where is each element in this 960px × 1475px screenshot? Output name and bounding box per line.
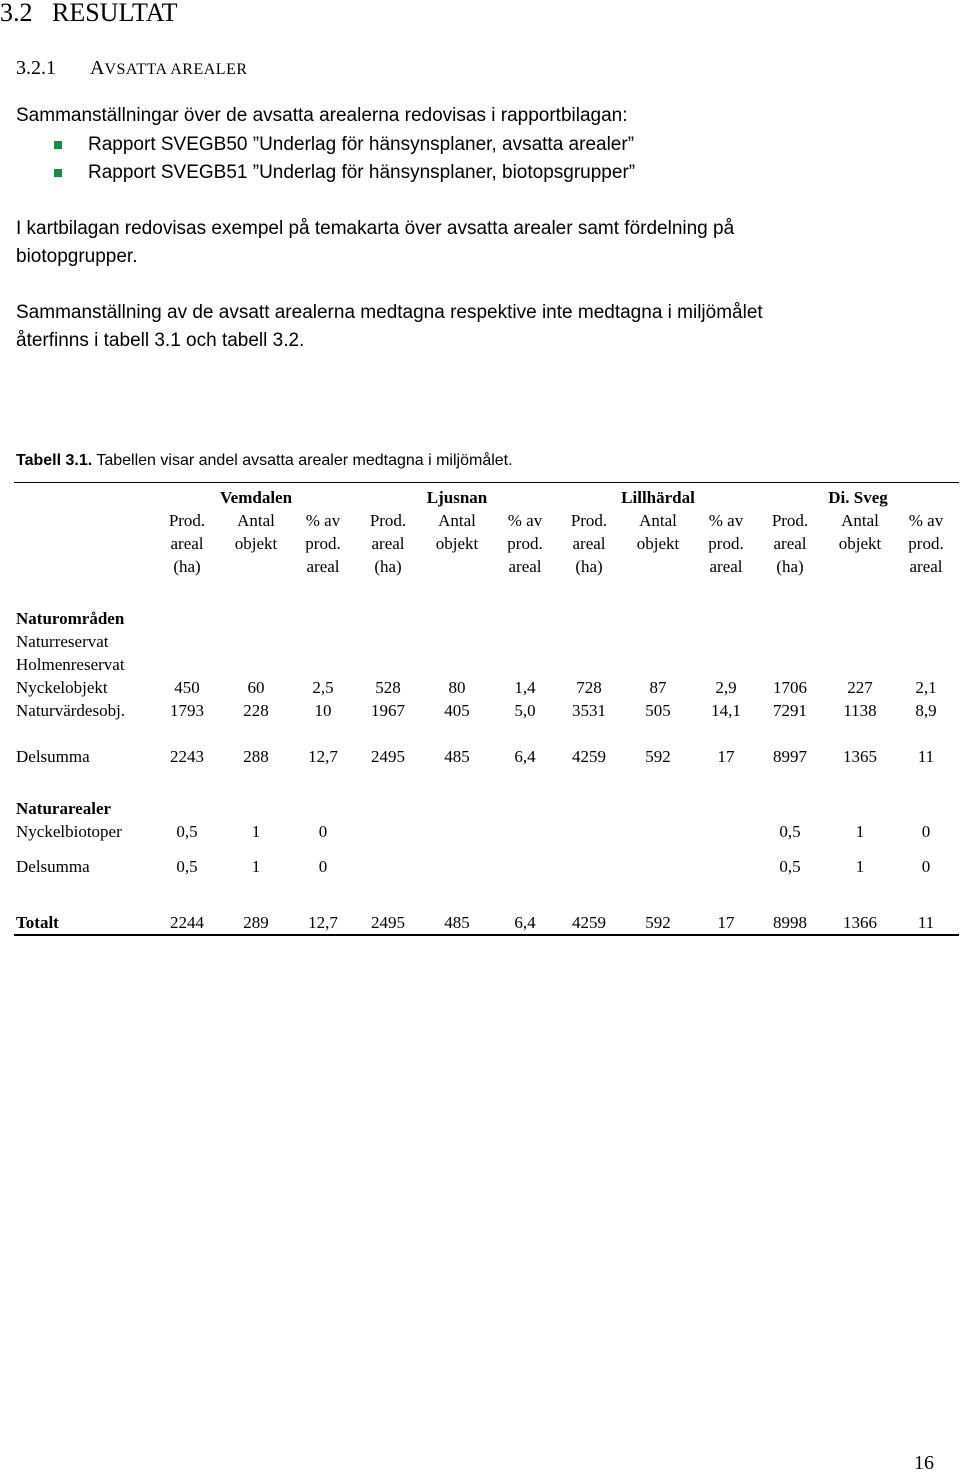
table-caption-text: Tabellen visar andel avsatta arealer medtagna i miljömålet. bbox=[92, 452, 513, 469]
table-cell: 728 bbox=[576, 678, 602, 697]
paragraph-2-line-2: biotopgrupper. bbox=[16, 246, 138, 267]
table-cell: 11 bbox=[917, 913, 935, 932]
table-cell: 1,4 bbox=[514, 678, 536, 697]
table-column-header: % av bbox=[507, 511, 543, 530]
table-column-header: Antal bbox=[237, 511, 275, 530]
table-row-label: Naturvärdesobj. bbox=[16, 701, 126, 720]
table-cell: 592 bbox=[645, 913, 671, 932]
table-cell: 2,1 bbox=[915, 678, 937, 697]
table-cell: 1 bbox=[855, 822, 865, 841]
table-column-header: Prod. bbox=[570, 511, 608, 530]
table-cell: 0,5 bbox=[779, 822, 801, 841]
section-title: RESULTAT bbox=[52, 0, 178, 27]
subsection-title-first: A bbox=[90, 57, 105, 79]
table-column-header: areal bbox=[306, 557, 340, 576]
table-cell: 0 bbox=[921, 822, 931, 841]
table-column-header: % av bbox=[708, 511, 744, 530]
table-column-header: prod. bbox=[507, 534, 543, 553]
table-top-rule bbox=[14, 482, 959, 483]
table-cell: 0 bbox=[318, 822, 328, 841]
table-caption-label: Tabell 3.1. bbox=[16, 452, 93, 469]
table-group-header: Vemdalen bbox=[219, 488, 293, 507]
paragraph-2-line-1: I kartbilagan redovisas exempel på temakarta över avsatta arealer samt fördelning på bbox=[16, 218, 735, 239]
table-cell: 2495 bbox=[371, 913, 405, 932]
table-column-header: Prod. bbox=[771, 511, 809, 530]
table-column-header: (ha) bbox=[173, 557, 201, 576]
table-cell: 8998 bbox=[773, 913, 807, 932]
table-cell: 0 bbox=[921, 857, 931, 876]
table-cell: 3531 bbox=[572, 701, 606, 720]
table-cell: 485 bbox=[444, 913, 470, 932]
table-column-header: areal bbox=[371, 534, 405, 553]
bullet-item-1: Rapport SVEGB50 ”Underlag för hänsynsplaner, avsatta arealer” bbox=[88, 134, 635, 155]
table-cell: 2244 bbox=[170, 913, 204, 932]
table-column-header: objekt bbox=[234, 534, 278, 553]
table-bottom-rule bbox=[14, 934, 959, 936]
table-cell: 1793 bbox=[170, 701, 204, 720]
table-column-header: areal bbox=[572, 534, 606, 553]
table-cell: 0,5 bbox=[779, 857, 801, 876]
table-row-label: Delsumma bbox=[16, 747, 90, 766]
table-cell: 0,5 bbox=[176, 822, 198, 841]
bullet-icon bbox=[54, 141, 62, 149]
table-column-header: prod. bbox=[908, 534, 944, 553]
table-section-label: Naturarealer bbox=[16, 799, 112, 818]
table-column-header: areal bbox=[773, 534, 807, 553]
table-cell: 1 bbox=[251, 857, 261, 876]
table-group-header: Ljusnan bbox=[426, 488, 488, 507]
table-cell: 528 bbox=[375, 678, 401, 697]
page-number: 16 bbox=[914, 1452, 934, 1474]
table-cell: 2495 bbox=[371, 747, 405, 766]
table-column-header: Prod. bbox=[168, 511, 206, 530]
paragraph-3-line-2: återfinns i tabell 3.1 och tabell 3.2. bbox=[16, 330, 305, 351]
table-cell: 1 bbox=[251, 822, 261, 841]
table-cell: 2,9 bbox=[715, 678, 737, 697]
table-cell: 6,4 bbox=[514, 747, 536, 766]
table-cell: 505 bbox=[645, 701, 671, 720]
subsection-heading bbox=[16, 57, 248, 81]
table-cell: 485 bbox=[444, 747, 470, 766]
table-column-header: Prod. bbox=[369, 511, 407, 530]
table-column-header: % av bbox=[305, 511, 341, 530]
table-column-header: Antal bbox=[639, 511, 677, 530]
table-caption bbox=[16, 451, 513, 471]
table-cell: 6,4 bbox=[514, 913, 536, 932]
table-row-label: Holmenreservat bbox=[16, 655, 125, 674]
subsection-title-rest: VSATTA AREALER bbox=[104, 61, 248, 78]
table-column-header: areal bbox=[909, 557, 943, 576]
table-cell: 1 bbox=[855, 857, 865, 876]
table-row-label: Nyckelobjekt bbox=[16, 678, 108, 697]
table-cell: 8,9 bbox=[915, 701, 937, 720]
table-column-header: (ha) bbox=[374, 557, 402, 576]
table-column-header: objekt bbox=[838, 534, 882, 553]
table-group-header: Lillhärdal bbox=[621, 488, 695, 507]
bullet-item-2: Rapport SVEGB51 ”Underlag för hänsynsplaner, biotopsgrupper” bbox=[88, 162, 636, 183]
table-section-label: Naturområden bbox=[16, 609, 125, 628]
table-cell: 17 bbox=[717, 913, 735, 932]
table-column-header: prod. bbox=[708, 534, 744, 553]
table-row-label: Delsumma bbox=[16, 857, 90, 876]
table-cell: 228 bbox=[243, 701, 269, 720]
table-column-header: % av bbox=[908, 511, 944, 530]
intro-paragraph: Sammanställningar över de avsatta arealerna redovisas i rapportbilagan: bbox=[16, 105, 628, 126]
table-cell: 1365 bbox=[843, 747, 877, 766]
table-cell: 1366 bbox=[843, 913, 877, 932]
table-row-label: Naturreservat bbox=[16, 632, 109, 651]
table-cell: 450 bbox=[174, 678, 200, 697]
table-cell: 288 bbox=[243, 747, 269, 766]
table-column-header: objekt bbox=[636, 534, 680, 553]
table-cell: 0,5 bbox=[176, 857, 198, 876]
table-column-header: Antal bbox=[438, 511, 476, 530]
table-cell: 1706 bbox=[773, 678, 807, 697]
table-cell: 4259 bbox=[572, 913, 606, 932]
subsection-number: 3.2.1 bbox=[16, 57, 56, 79]
table-cell: 87 bbox=[649, 678, 667, 697]
table-column-header: Antal bbox=[841, 511, 879, 530]
table-cell: 8997 bbox=[773, 747, 807, 766]
table-cell: 12,7 bbox=[308, 913, 338, 932]
table-cell: 1967 bbox=[371, 701, 405, 720]
table-column-header: (ha) bbox=[776, 557, 804, 576]
table-row-label: Totalt bbox=[16, 913, 59, 932]
table-cell: 1138 bbox=[843, 701, 877, 720]
table-cell: 289 bbox=[243, 913, 269, 932]
table-column-header: (ha) bbox=[575, 557, 603, 576]
table-cell: 14,1 bbox=[711, 701, 741, 720]
table-cell: 2243 bbox=[170, 747, 204, 766]
table-column-header: areal bbox=[508, 557, 542, 576]
table-cell: 17 bbox=[717, 747, 735, 766]
table-cell: 405 bbox=[444, 701, 470, 720]
table-column-header: areal bbox=[170, 534, 204, 553]
table-cell: 10 bbox=[314, 701, 332, 720]
table-cell: 11 bbox=[917, 747, 935, 766]
table-column-header: prod. bbox=[305, 534, 341, 553]
table-cell: 5,0 bbox=[514, 701, 536, 720]
table-cell: 0 bbox=[318, 857, 328, 876]
table-column-header: areal bbox=[709, 557, 743, 576]
table-cell: 80 bbox=[448, 678, 466, 697]
table-cell: 592 bbox=[645, 747, 671, 766]
table-column-header: objekt bbox=[435, 534, 479, 553]
paragraph-3-line-1: Sammanställning av de avsatt arealerna medtagna respektive inte medtagna i miljömålet bbox=[16, 302, 763, 323]
table-row-label: Nyckelbiotoper bbox=[16, 822, 122, 841]
bullet-icon bbox=[54, 169, 62, 177]
table-cell: 7291 bbox=[773, 701, 807, 720]
table-group-header: Di. Sveg bbox=[828, 488, 888, 507]
table-cell: 4259 bbox=[572, 747, 606, 766]
section-heading bbox=[0, 0, 178, 26]
table-cell: 227 bbox=[847, 678, 873, 697]
table-cell: 60 bbox=[247, 678, 265, 697]
table-cell: 12,7 bbox=[308, 747, 338, 766]
section-number: 3.2 bbox=[0, 0, 33, 27]
table-cell: 2,5 bbox=[312, 678, 334, 697]
